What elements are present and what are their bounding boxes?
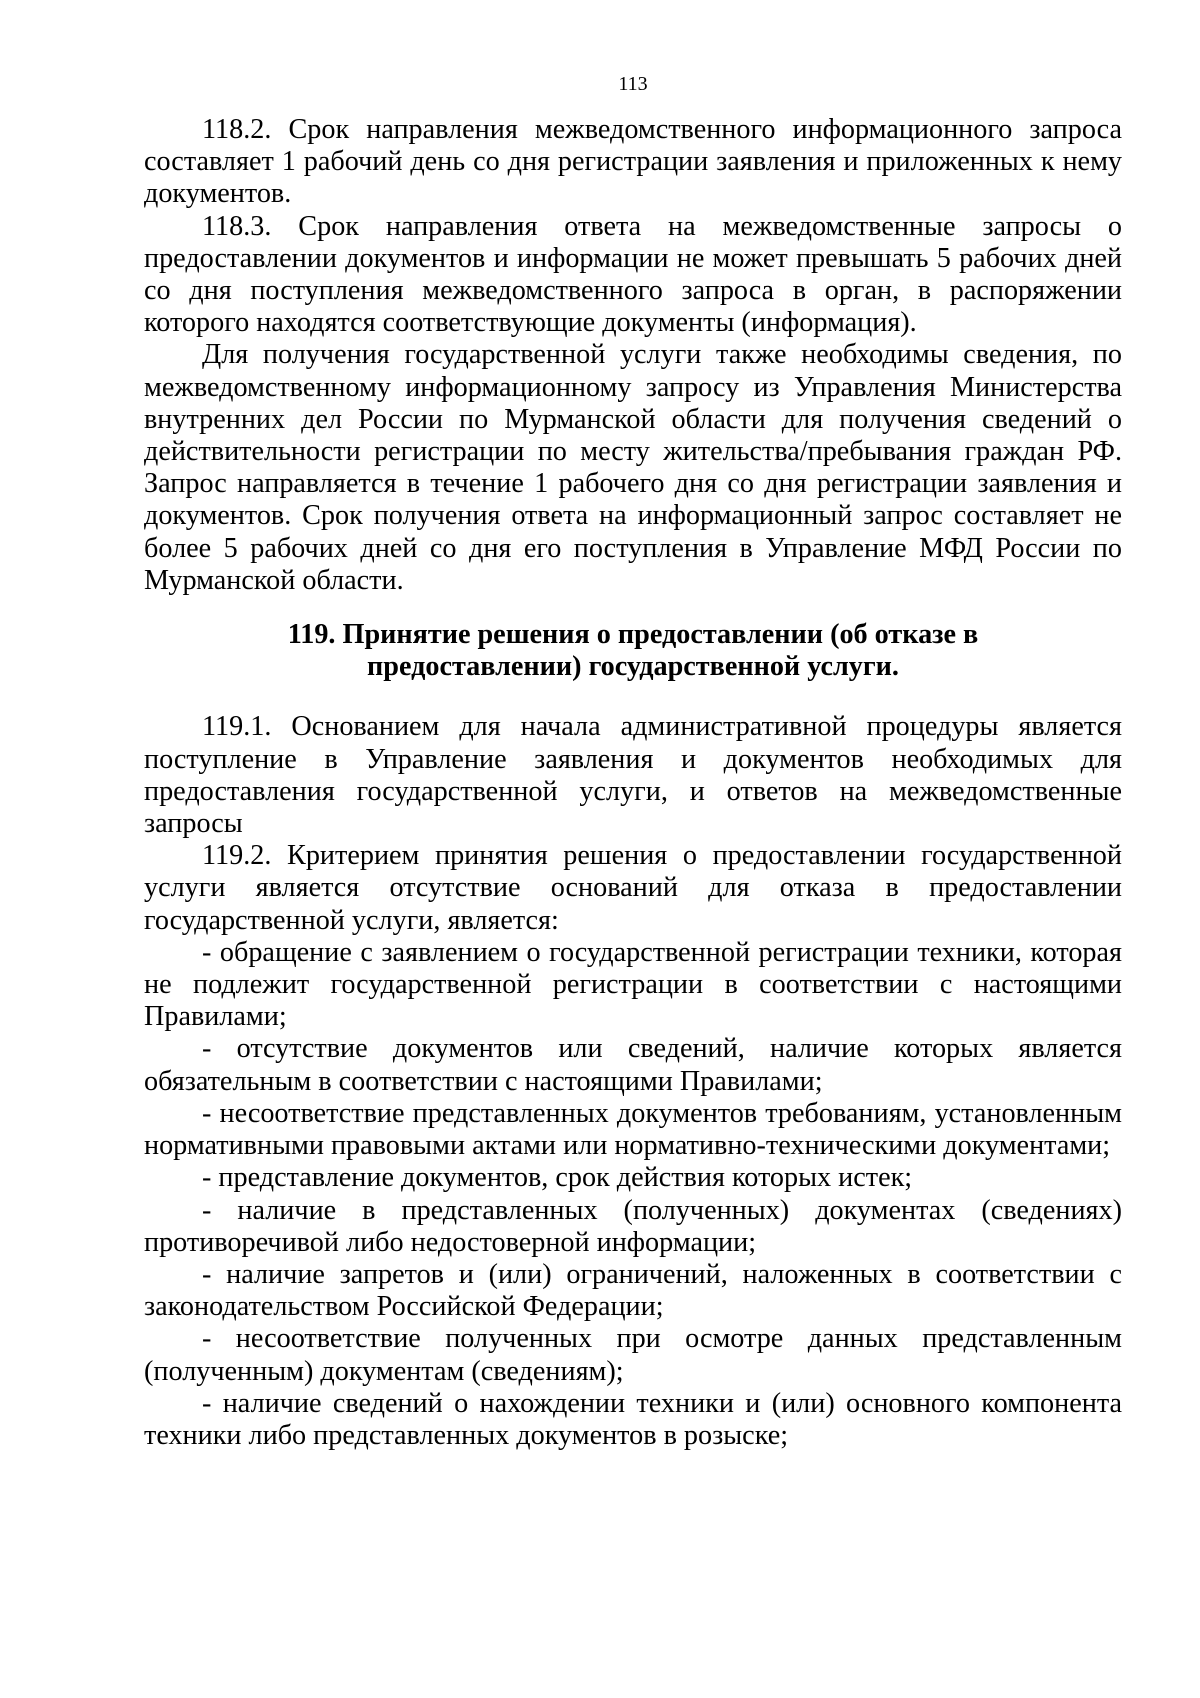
spacer (144, 597, 1122, 619)
list-item: - представление документов, срок действия которых истек; (202, 1162, 913, 1194)
paragraph-118-2: 118.2. Срок направления межведомственного информационного запроса составляет 1 рабочий день со дня регистрации заявления и приложенных к нему документов. (144, 114, 1122, 210)
paragraph-119-1: 119.1. Основанием для начала административной процедуры является поступление в Управление заявления и документов необходимых для предоставления государственной услуги, и ответов на межведомственные запросы (144, 711, 1122, 840)
list-item: - наличие сведений о нахождении техники и (или) основного компонента техники либо представленных документов в розыске; (144, 1387, 1122, 1451)
list-item: - несоответствие полученных при осмотре данных представленным (полученным) документам (сведениям); (144, 1323, 1122, 1387)
list-item: - наличие в представленных (полученных) документах (сведениях) противоречивой либо недостоверной информации; (144, 1194, 1122, 1258)
paragraph-mvd-request: Для получения государственной услуги также необходимы сведения, по межведомственному информационному запросу из Управления Министерства внутренних дел России по Мурманской области для получения сведений о действительности регистрации по месту жительства/пребывания граждан РФ. Запрос направляется в течение 1 рабочего дня со дня регистрации заявления и документов. Срок получения ответа на информационный запрос составляет не более 5 рабочих дней со дня его поступления в Управление МФД России по Мурманской области. (144, 339, 1122, 596)
section-heading-line-1: 119. Принятие решения о предоставлении (об отказе в (287, 619, 979, 651)
page-number: 113 (618, 73, 648, 95)
document-page (144, 0, 1122, 1698)
list-item: - обращение с заявлением о государственной регистрации техники, которая не подлежит государственной регистрации в соответствии с настоящими Правилами; (144, 936, 1122, 1033)
paragraph-119-2: 119.2. Критерием принятия решения о предоставлении государственной услуги является отсутствие оснований для отказа в предоставлении государственной услуги, является: (144, 840, 1122, 936)
section-heading-line-2: предоставлении) государственной услуги. (367, 651, 899, 683)
list-item: - наличие запретов и (или) ограничений, наложенных в соответствии с законодательством Российской Федерации; (144, 1258, 1122, 1323)
paragraph-118-3: 118.3. Срок направления ответа на межведомственные запросы о предоставлении документов и информации не может превышать 5 рабочих дней со дня поступления межведомственного запроса в орган, в распоряжении которого находятся соответствующие документы (информация). (144, 210, 1122, 339)
list-item: - несоответствие представленных документов требованиям, установленным нормативными правовыми актами или нормативно-техническими документами; (144, 1097, 1122, 1162)
spacer (144, 683, 1122, 711)
section-heading-119 (144, 619, 1122, 683)
list-item: - отсутствие документов или сведений, наличие которых является обязательным в соответствии с настоящими Правилами; (144, 1033, 1122, 1097)
document-body (144, 114, 1122, 1452)
